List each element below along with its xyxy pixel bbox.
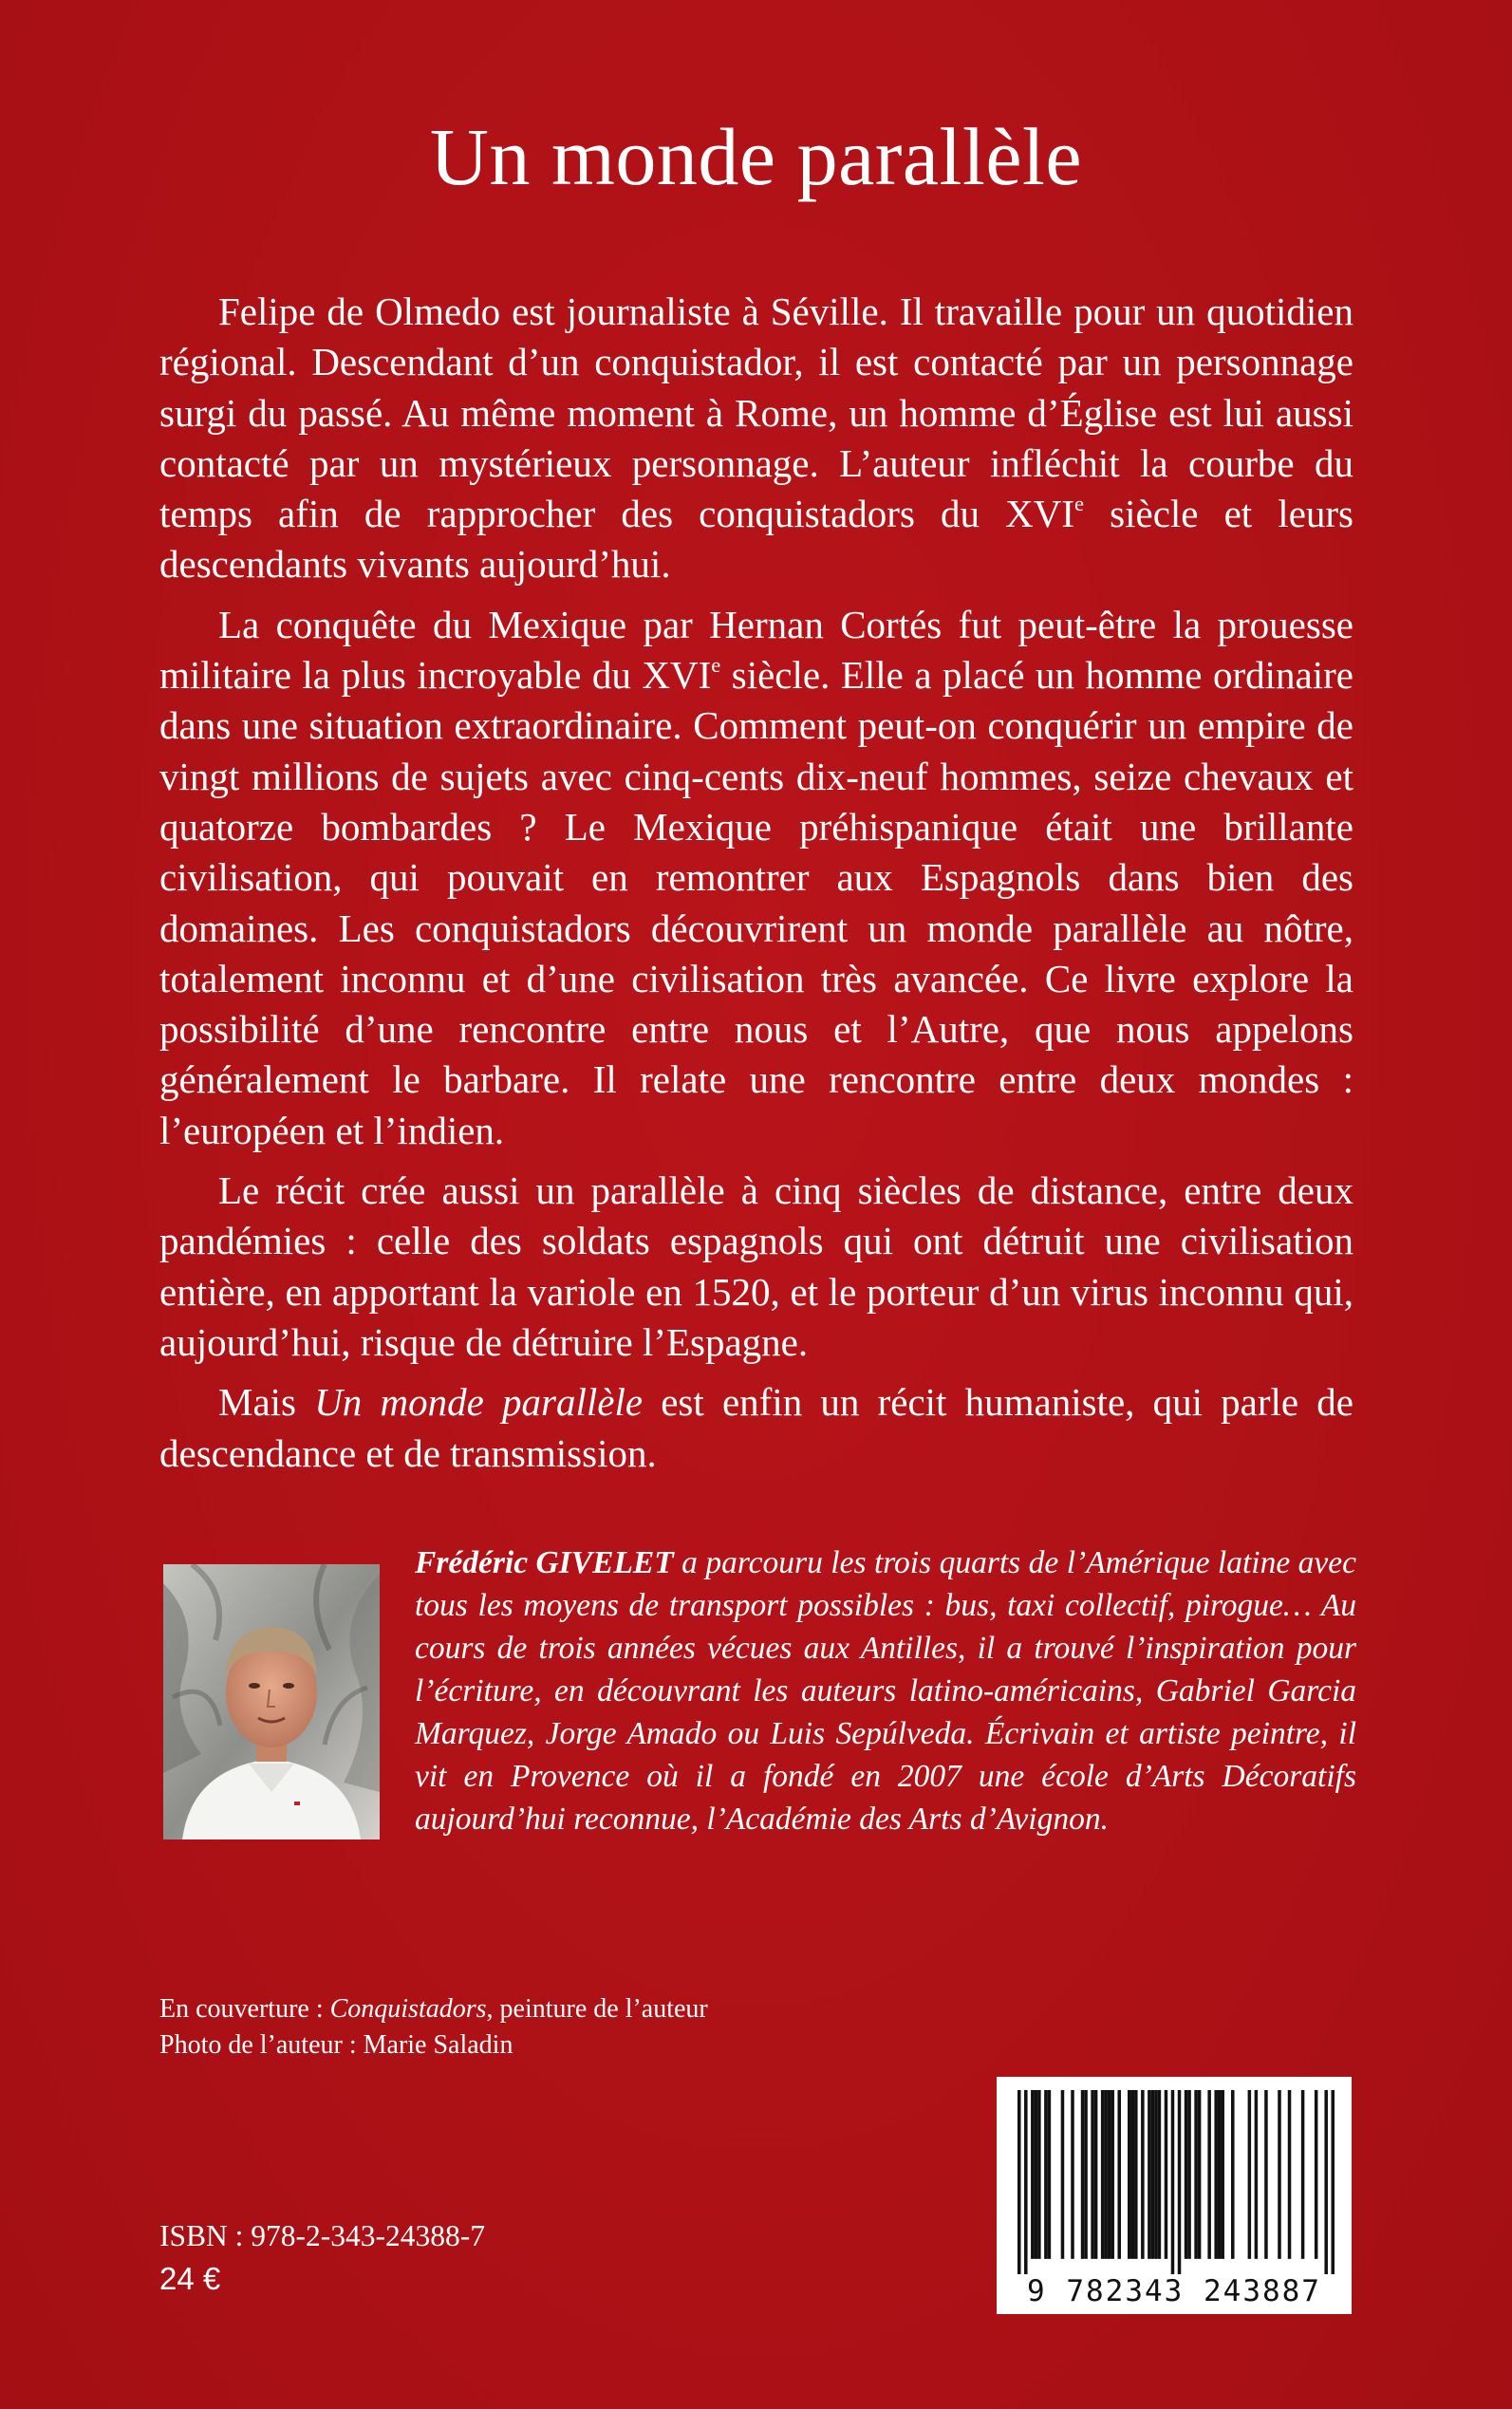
barcode-bar xyxy=(1154,2090,1158,2259)
barcode-bar xyxy=(1194,2090,1198,2259)
summary-paragraph-3: Le récit crée aussi un parallèle à cinq siècles de distance, entre deux pandémies : celle des soldats espagnols qui ont détruit une civilisation entière, en apportant la variole en 1520, et le porteur d’un virus inconnu qui, aujourd’hui, risque de détruire l’Espagne. xyxy=(159,1168,1353,1364)
barcode-bar xyxy=(1044,2090,1048,2259)
barcode-bar xyxy=(1288,2090,1292,2259)
barcode-bar xyxy=(1141,2090,1145,2259)
barcode-bar xyxy=(1187,2090,1191,2259)
barcode-bar xyxy=(1101,2090,1105,2259)
barcode xyxy=(997,2077,1352,2314)
barcode-bar xyxy=(1035,2090,1038,2259)
barcode-bar xyxy=(1117,2090,1121,2259)
barcode-bar xyxy=(1061,2090,1065,2259)
barcode-bar xyxy=(1207,2090,1211,2259)
barcode-bar xyxy=(1111,2090,1114,2259)
barcode-bar xyxy=(1165,2090,1168,2259)
barcode-bar xyxy=(1091,2090,1094,2259)
barcode-bar xyxy=(1031,2090,1035,2259)
barcode-bar xyxy=(1024,2090,1028,2274)
barcode-bars xyxy=(1017,2090,1335,2274)
barcode-bar xyxy=(1331,2090,1335,2274)
author-bio-text: a parcouru les trois quarts de l’Amérique latine avec tous les moyens de transport possibles : bus, taxi collectif, pirogue… Au cours de trois années vécues aux Antilles, il a trouvé l’inspiration pour l’écriture, en découvrant les auteurs latino-américains, Gabriel Garcia Marquez, Jorge Amado ou Luis Sepúlveda. Écrivain et artiste peintre, il vit en Provence où il a fondé en 2007 une école d’Arts Décoratifs aujourd’hui reconnue, l’Académie des Arts d’Avignon. xyxy=(415,1545,1356,1837)
barcode-bar xyxy=(1048,2090,1052,2259)
author-photo xyxy=(163,1564,380,1839)
barcode-bar xyxy=(1198,2090,1202,2259)
barcode-bar xyxy=(1151,2090,1155,2259)
author-bio xyxy=(415,1541,1356,1840)
barcode-bar xyxy=(1134,2090,1138,2259)
barcode-bar xyxy=(1278,2090,1281,2259)
barcode-bar xyxy=(1131,2090,1135,2259)
isbn: ISBN : 978-2-343-24388-7 xyxy=(159,2219,485,2252)
barcode-bar xyxy=(1148,2090,1151,2259)
barcode-digits: 9 782343 243887 xyxy=(1027,2274,1321,2308)
barcode-bar xyxy=(1248,2090,1252,2259)
summary-paragraph-4: Mais Un monde parallèle est enfin un récit humaniste, qui parle de descendance et de transmission. xyxy=(159,1380,1353,1475)
summary-paragraph-1: Felipe de Olmedo est journaliste à Séville. Il travaille pour un quotidien régional. Descendant d’un conquistador, il est contacté par un personnage surgi du passé. Au même moment à Rome, un homme d’Église est lui aussi contacté par un mystérieux personnage. L’auteur infléchit la courbe du temps afin de rapprocher des conquistadors du XVIe siècle et leurs descendants vivants aujourd’hui. xyxy=(159,289,1353,587)
barcode-bar xyxy=(1084,2090,1088,2259)
book-title: Un monde parallèle xyxy=(429,111,1083,202)
barcode-bar xyxy=(1231,2090,1235,2259)
barcode-bar xyxy=(1171,2090,1175,2274)
barcode-bar xyxy=(1255,2090,1259,2259)
credits xyxy=(159,1991,708,2064)
barcode-bar xyxy=(1324,2090,1328,2274)
photo-credit: Photo de l’auteur : Marie Saladin xyxy=(159,2030,513,2060)
summary-paragraph-2: La conquête du Mexique par Hernan Cortés fut peut-être la prouesse militaire la plus incroyable du XVIe siècle. Elle a placé un homme ordinaire dans une situation extraordinaire. Comment peut-on conquérir un empire de vingt millions de sujets avec cinq-cents dix-neuf hommes, seize chevaux et quatorze bombardes ? Le Mexique préhispanique était une brillante civilisation, qui pouvait en remontrer aux Espagnols dans bien des domaines. Les conquistadors découvrirent un monde parallèle au nôtre, totalement inconnu et d’une civilisation très avancée. Ce livre explore la possibilité d’une rencontre entre nous et l’Autre, que nous appelons généralement le barbare. Il relate une rencontre entre deux mondes : l’européen et l’indien. xyxy=(159,602,1353,1152)
barcode-bar xyxy=(1264,2090,1268,2259)
barcode-bar xyxy=(1094,2090,1098,2259)
barcode-bar xyxy=(1221,2090,1224,2259)
barcode-bar xyxy=(1158,2090,1162,2259)
barcode-bar xyxy=(1214,2090,1218,2259)
book-summary xyxy=(159,287,1353,1488)
price: 24 € xyxy=(159,2261,221,2296)
barcode-bar xyxy=(1037,2090,1041,2259)
author-name: Frédéric GIVELET xyxy=(415,1545,674,1580)
cover-credit: En couverture : Conquistadors, peinture de l’auteur xyxy=(159,1994,708,2024)
barcode-bar xyxy=(1071,2090,1074,2259)
barcode-bar xyxy=(1017,2090,1021,2274)
barcode-bar xyxy=(1218,2090,1222,2259)
barcode-bar xyxy=(1178,2090,1182,2274)
barcode-bar xyxy=(1301,2090,1305,2259)
barcode-bar xyxy=(1104,2090,1108,2259)
barcode-bar xyxy=(1081,2090,1085,2259)
barcode-bar xyxy=(1185,2090,1188,2259)
barcode-bar xyxy=(1315,2090,1318,2259)
barcode-bar xyxy=(1128,2090,1131,2259)
author-portrait-image xyxy=(163,1564,380,1839)
barcode-bar xyxy=(1108,2090,1111,2259)
